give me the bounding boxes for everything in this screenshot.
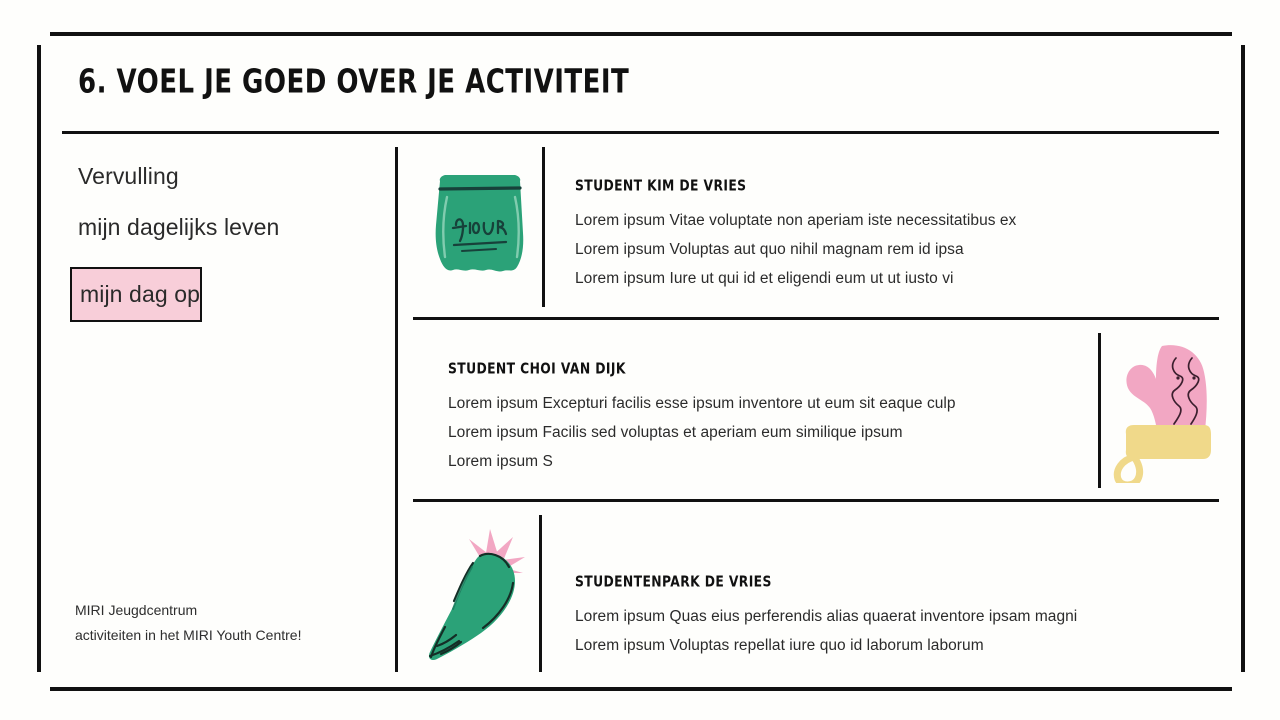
frame-rule-right: [1241, 45, 1245, 672]
title-underline-rule: [62, 131, 1219, 134]
flour-bag-illustration: [420, 163, 540, 283]
card-2-line-1: Lorem ipsum Excepturi facilis esse ipsum inventore ut eum sit eaque culp: [448, 395, 956, 412]
card-2-text: [448, 361, 956, 476]
card-2-line-3: Lorem ipsum S: [448, 452, 553, 470]
left-list-item-3[interactable]: mijn dag op: [80, 281, 201, 307]
card-2-heading: STUDENT CHOI VAN DIJK: [448, 361, 626, 379]
card-2-line-2: Lorem ipsum Facilis sed voluptas et aperiam eum similique ipsum: [448, 423, 903, 441]
card-1-heading: STUDENT KIM DE VRIES: [575, 178, 747, 196]
card-1-line-2: Lorem ipsum Voluptas aut quo nihil magnam rem id ipsa: [575, 240, 964, 258]
card-3-body: [575, 603, 1077, 661]
card-3-heading: STUDENTENPARK DE VRIES: [575, 574, 772, 592]
frame-rule-top: [50, 32, 1232, 36]
card-2-body: [448, 390, 956, 476]
card-separator-rule-1: [413, 317, 1219, 320]
column-spine-rule: [395, 147, 398, 672]
page-title: [78, 62, 671, 101]
piping-bag-illustration: [417, 523, 535, 666]
left-list-item-1[interactable]: Vervulling: [78, 163, 179, 189]
card-1-divider-rule: [542, 147, 545, 307]
page-title-text: 6. VOEL JE GOED OVER JE ACTIVITEIT: [78, 62, 630, 101]
card-separator-rule-2: [413, 499, 1219, 502]
left-list-item-2[interactable]: mijn dagelijks leven: [78, 214, 280, 240]
footer-line-1: MIRI Jeugdcentrum: [75, 602, 198, 618]
card-1-line-3: Lorem ipsum Iure ut qui id et eligendi eum ut ut iusto vi: [575, 269, 954, 287]
frame-rule-left: [37, 45, 41, 672]
card-1-body: [575, 207, 1016, 293]
footer-note: [75, 598, 301, 648]
footer-line-2: activiteiten in het MIRI Youth Centre!: [75, 626, 302, 643]
card-1-line-1: Lorem ipsum Vitae voluptate non aperiam iste necessitatibus ex: [575, 212, 1017, 229]
card-1-text: [575, 178, 1016, 293]
card-3-divider-rule: [539, 515, 542, 672]
frame-rule-bottom: [50, 687, 1232, 691]
card-2-divider-rule: [1098, 333, 1101, 488]
left-column-list: [78, 165, 378, 267]
card-3-line-1: Lorem ipsum Quas eius perferendis alias quaerat inventore ipsam magni: [575, 608, 1078, 625]
card-3-line-2: Lorem ipsum Voluptas repellat iure quo id laborum laborum: [575, 636, 984, 654]
card-3-text: [575, 574, 1077, 661]
oven-mitt-illustration: [1112, 338, 1222, 483]
